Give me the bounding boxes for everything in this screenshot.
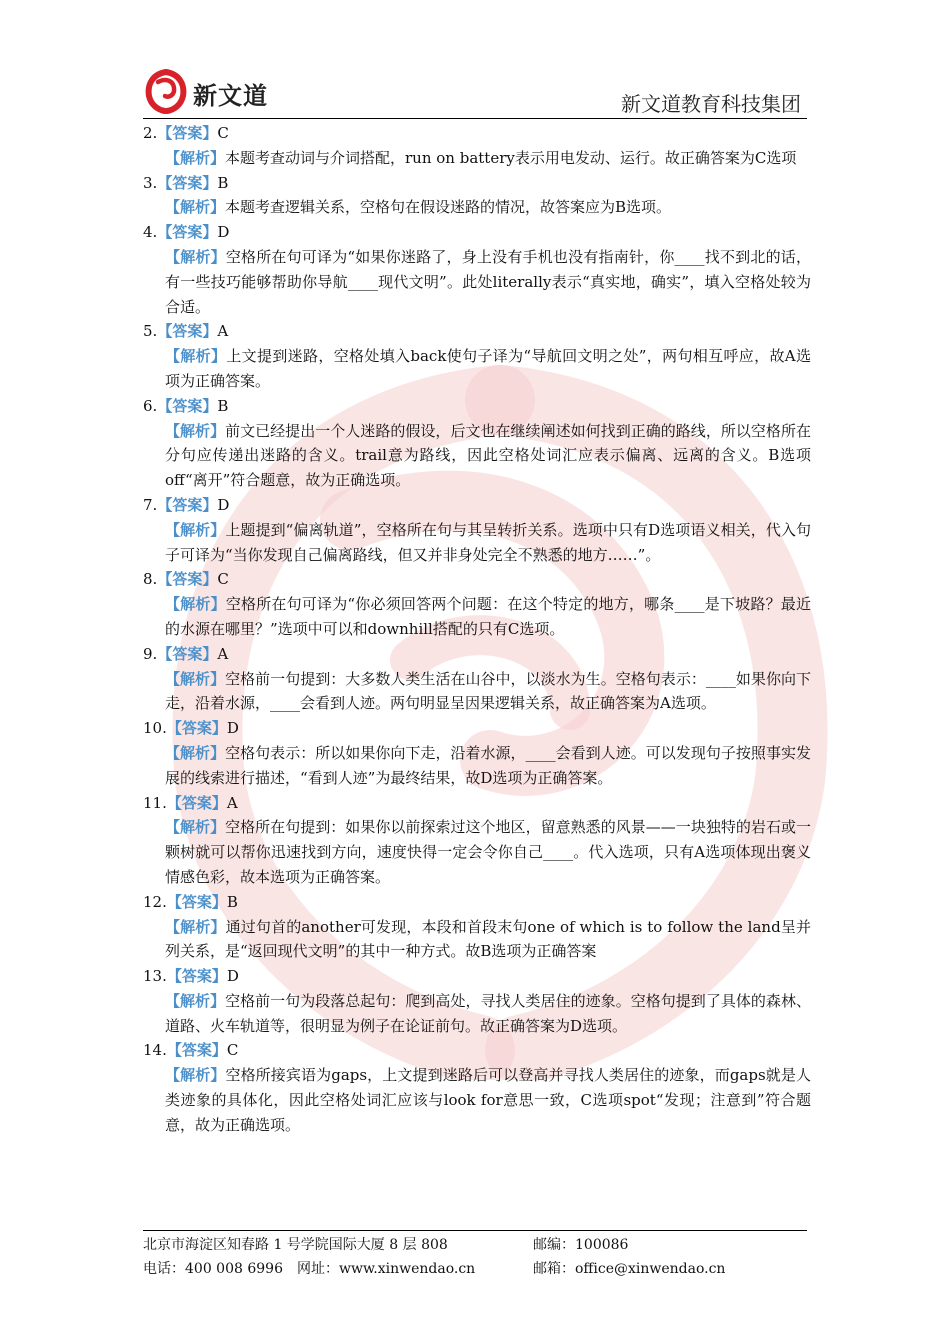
answer-line: [143, 394, 811, 419]
answer-line: [143, 319, 811, 344]
explanation-text: 空格所在句可译为“如果你迷路了，身上没有手机也没有指南针，你____找不到北的话，有一些技巧能够帮助你导航____现代文明”。此处literally表示“真实地，确实”，填入空格处较为合适。: [165, 247, 811, 316]
answer-item: [143, 791, 811, 890]
answer-value: C: [217, 124, 229, 142]
explanation: [143, 1063, 811, 1137]
answer-item: [143, 220, 811, 319]
explanation-text: 前文已经提出一个人迷路的假设，后文也在继续阐述如何找到正确的路线，所以空格所在分句应传递出迷路的含义。trail意为路线，因此空格处词汇应表示偏离、远离的含义。B选项off“离开”符合题意，故为正确选项。: [165, 421, 811, 490]
explanation-label: 【解析】: [165, 743, 226, 762]
answer-item: [143, 394, 811, 493]
explanation: [143, 146, 811, 171]
answer-list: [143, 121, 811, 1138]
answer-label: 【答案】: [157, 124, 218, 142]
footer-row: [143, 1258, 807, 1282]
explanation-text: 本题考查逻辑关系，空格句在假设迷路的情况，故答案应为B选项。: [225, 198, 672, 217]
explanation: [143, 989, 811, 1039]
explanation-text: 通过句首的another可发现，本段和首段末句one of which is to follow the land呈并列关系，是“返回现代文明”的其中一种方式。故B选项为正确答案: [165, 917, 811, 961]
answer-label: 【答案】: [157, 495, 218, 514]
explanation-text: 上文提到迷路，空格处填入back使句子译为“导航回文明之处”，两句相互呼应，故A选项为正确答案。: [165, 347, 811, 390]
question-number: 4.: [143, 223, 158, 242]
answer-line: [143, 964, 811, 989]
explanation: [143, 741, 811, 791]
explanation-text: 空格所在句可译为“你必须回答两个问题：在这个特定的地方，哪条____是下坡路？最近的水源在哪里？”选项中可以和downhill搭配的只有C选项。: [165, 595, 811, 638]
explanation-text: 空格前一句提到：大多数人类生活在山谷中，以淡水为生。空格句表示：____如果你向下走，沿着水源，____会看到人迹。两句明显呈因果逻辑关系，故正确答案为A选项。: [165, 669, 811, 713]
question-number: 12.: [143, 892, 167, 911]
answer-line: [143, 642, 811, 667]
explanation: [143, 419, 811, 493]
answer-line: [143, 171, 811, 196]
answer-item: [143, 171, 811, 221]
answer-label: 【答案】: [166, 967, 227, 986]
explanation: [143, 195, 811, 220]
answer-line: [143, 493, 811, 518]
answer-line: [143, 567, 811, 592]
explanation: [143, 667, 811, 717]
answer-value: A: [217, 322, 229, 341]
answer-line: [143, 716, 811, 741]
question-number: 8.: [143, 570, 158, 589]
explanation-label: 【解析】: [165, 917, 226, 936]
explanation-label: 【解析】: [165, 421, 226, 440]
question-number: 11.: [143, 793, 167, 812]
question-number: 9.: [143, 644, 158, 663]
answer-value: B: [217, 396, 229, 415]
page-footer: [143, 1230, 807, 1282]
answer-item: [143, 121, 811, 171]
answer-item: [143, 1038, 811, 1137]
logo-text: 新文道: [193, 82, 268, 110]
answer-label: 【答案】: [157, 570, 218, 589]
footer-email: 邮箱：office@xinwendao.cn: [533, 1261, 726, 1277]
answer-value: C: [226, 1041, 239, 1060]
answer-item: [143, 493, 811, 567]
brand-logo: [143, 66, 283, 116]
explanation-text: 空格所接宾语为gaps，上文提到迷路后可以登高并寻找人类居住的迹象，而gaps就是人类迹象的具体化，因此空格处词汇应该与look for意思一致，C选项spot“发现；注意到”符合题意，故为正确选项。: [165, 1066, 811, 1134]
question-number: 7.: [143, 495, 158, 514]
answer-value: D: [226, 719, 239, 738]
explanation-label: 【解析】: [165, 347, 227, 366]
answer-value: D: [217, 223, 230, 242]
explanation: [143, 815, 811, 889]
explanation: [143, 915, 811, 965]
explanation-text: 空格前一句为段落总起句：爬到高处，寻找人类居住的迹象。空格句提到了具体的森林、道路、火车轨道等，很明显为例子在论证前句。故正确答案为D选项。: [165, 991, 811, 1035]
question-number: 2.: [143, 124, 158, 142]
footer-phone-website: 电话：400 008 6996 网址：www.xinwendao.cn: [143, 1261, 476, 1277]
answer-line: [143, 890, 811, 915]
company-name: 新文道教育科技集团: [621, 92, 801, 116]
page-header: [143, 66, 807, 119]
explanation-label: 【解析】: [165, 669, 226, 688]
answer-item: [143, 964, 811, 1038]
answer-line: [143, 791, 811, 816]
answer-item: [143, 567, 811, 641]
explanation-label: 【解析】: [165, 247, 226, 266]
answer-label: 【答案】: [166, 793, 227, 812]
answer-value: A: [217, 644, 229, 663]
question-number: 5.: [143, 322, 158, 341]
answer-line: [143, 121, 811, 146]
answer-value: B: [226, 892, 238, 911]
footer-row: [143, 1234, 807, 1258]
footer-address: 北京市海淀区知春路 1 号学院国际大厦 8 层 808: [143, 1237, 448, 1253]
explanation: [143, 518, 811, 568]
answer-label: 【答案】: [157, 173, 218, 192]
explanation-text: 上题提到“偏离轨道”，空格所在句与其呈转折关系。选项中只有D选项语义相关，代入句子可译为“当你发现自己偏离路线，但又并非身处完全不熟悉的地方……”。: [165, 520, 811, 564]
answer-label: 【答案】: [166, 892, 227, 911]
answer-value: D: [217, 495, 230, 514]
explanation-label: 【解析】: [165, 1066, 226, 1085]
explanation: [143, 592, 811, 642]
answer-line: [143, 220, 811, 245]
answer-label: 【答案】: [166, 719, 227, 738]
answer-label: 【答案】: [157, 644, 218, 663]
explanation: [143, 245, 811, 319]
answer-item: [143, 642, 811, 716]
question-number: 6.: [143, 396, 158, 415]
answer-item: [143, 890, 811, 964]
answer-value: D: [226, 967, 239, 986]
question-number: 13.: [143, 967, 167, 986]
question-number: 10.: [143, 719, 167, 738]
footer-postcode: 邮编：100086: [533, 1237, 629, 1253]
question-number: 3.: [143, 173, 158, 192]
answer-line: [143, 1038, 811, 1063]
answer-value: A: [226, 793, 238, 812]
explanation-label: 【解析】: [165, 818, 226, 837]
explanation-text: 空格所在句提到：如果你以前探索过这个地区，留意熟悉的风景——一块独特的岩石或一颗树就可以帮你迅速找到方向，速度快得一定会令你自己____。代入选项，只有A选项体现出褒义情感色彩，故本选项为正确答案。: [165, 818, 811, 886]
answer-item: [143, 319, 811, 393]
explanation: [143, 344, 811, 394]
answer-label: 【答案】: [157, 396, 218, 415]
answer-label: 【答案】: [166, 1041, 227, 1060]
explanation-label: 【解析】: [165, 520, 226, 539]
explanation-text: 本题考查动词与介词搭配，run on battery表示用电发动、运行。故正确答案为C选项: [225, 148, 797, 167]
answer-label: 【答案】: [157, 322, 218, 341]
explanation-label: 【解析】: [165, 148, 226, 167]
answer-item: [143, 716, 811, 790]
answer-value: C: [217, 570, 229, 589]
phoenix-logo-icon: [143, 68, 189, 114]
explanation-label: 【解析】: [165, 198, 226, 217]
answer-value: B: [217, 173, 229, 192]
explanation-label: 【解析】: [165, 991, 226, 1010]
explanation-text: 空格句表示：所以如果你向下走，沿着水源，____会看到人迹。可以发现句子按照事实发展的线索进行描述，“看到人迹”为最终结果，故D选项为正确答案。: [165, 743, 811, 787]
answer-label: 【答案】: [157, 223, 218, 242]
question-number: 14.: [143, 1041, 167, 1060]
explanation-label: 【解析】: [165, 595, 226, 614]
